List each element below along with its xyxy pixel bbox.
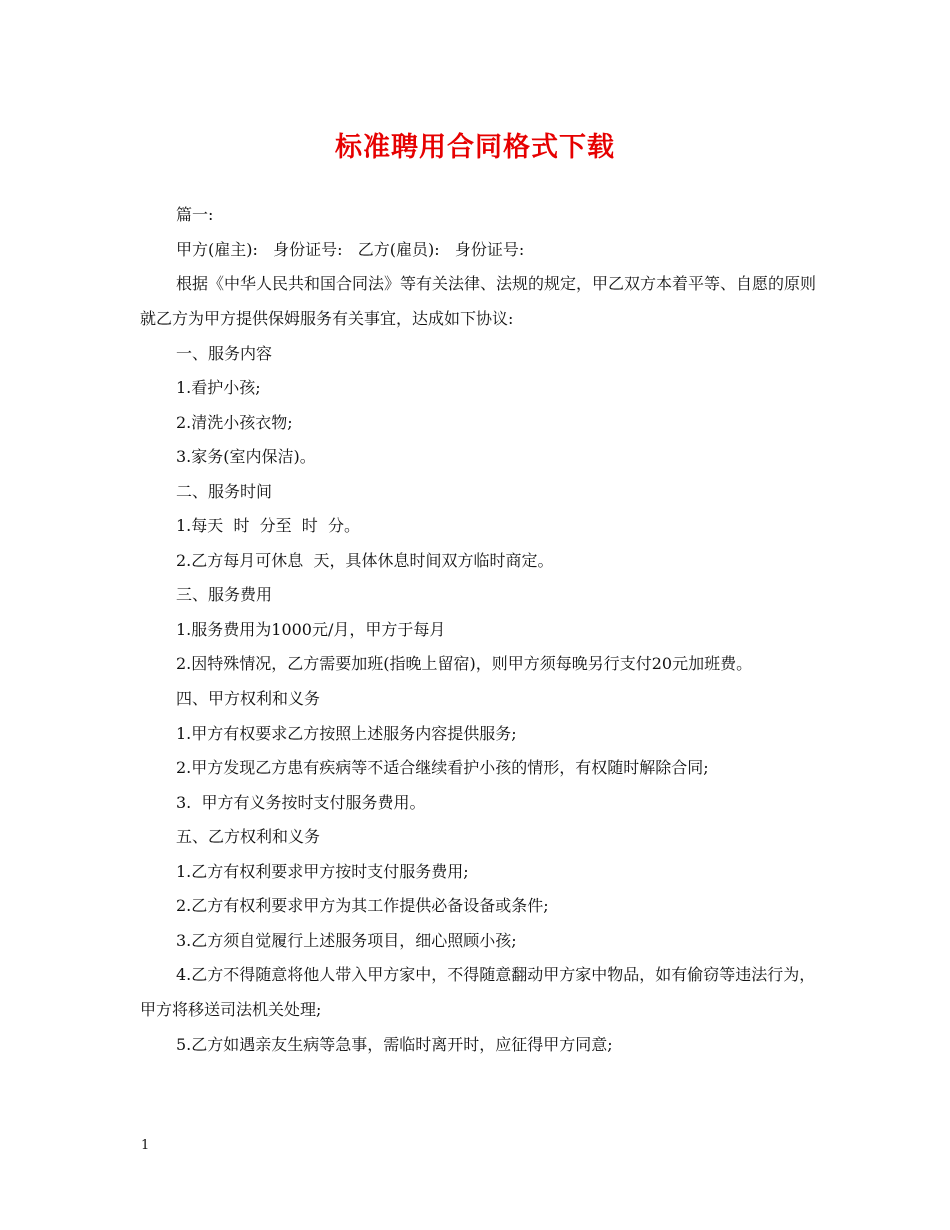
party-b-item-5: 5.乙方如遇亲友生病等急事，需临时离开时，应征得甲方同意; [176, 1034, 613, 1054]
party-b-item-2: 2.乙方有权利要求甲方为其工作提供必备设备或条件; [176, 896, 549, 915]
page-number: 1 [141, 1138, 150, 1153]
section-heading-party-b-rights: 五、乙方权利和义务 [176, 827, 321, 846]
party-b-item-3: 3.乙方须自觉履行上述服务项目，细心照顾小孩; [176, 930, 517, 950]
intro-paragraph: 根据《中华人民共和国合同法》等有关法律、法规的规定，甲乙双方本着平等、自愿的原则就乙方为甲方提供保姆服务有关事宜，达成如下协议: [140, 274, 817, 328]
party-a-item-2: 2.甲方发现乙方患有疾病等不适合继续看护小孩的情形，有权随时解除合同; [176, 758, 709, 777]
service-item-2: 2.清洗小孩衣物; [176, 412, 293, 432]
document-title: 标准聘用合同格式下载 [335, 132, 615, 163]
party-a-item-1: 1.甲方有权要求乙方按照上述服务内容提供服务; [176, 723, 517, 743]
section-label: 篇一: [176, 205, 214, 224]
section-heading-service-time: 二、服务时间 [176, 481, 273, 501]
service-fee-item-1: 1.服务费用为1000元/月，甲方于每月 [176, 619, 446, 639]
party-b-item-1: 1.乙方有权利要求甲方按时支付服务费用; [176, 861, 469, 881]
document-body [140, 205, 830, 1069]
section-heading-service-fee: 三、服务费用 [176, 585, 273, 604]
party-a-item-3: 3. 甲方有义务按时支付服务费用。 [176, 792, 426, 812]
service-time-item-1: 1.每天 时 分至 时 分。 [176, 516, 360, 535]
service-fee-item-2: 2.因特殊情况，乙方需要加班(指晚上留宿)，则甲方须每晚另行支付20元加班费。 [176, 654, 753, 673]
section-heading-service-content: 一、服务内容 [176, 343, 273, 363]
section-heading-party-a-rights: 四、甲方权利和义务 [176, 689, 321, 708]
service-time-item-2: 2.乙方每月可休息 天，具体休息时间双方临时商定。 [176, 550, 554, 570]
party-info-line: 甲方(雇主): 身份证号: 乙方(雇员): 身份证号: [176, 239, 525, 259]
service-item-1: 1.看护小孩; [176, 378, 261, 397]
party-b-item-4: 4.乙方不得随意将他人带入甲方家中，不得随意翻动甲方家中物品，如有偷窃等违法行为，甲方将移送司法机关处理; [140, 965, 816, 1019]
service-item-3: 3.家务(室内保洁)。 [176, 447, 316, 466]
